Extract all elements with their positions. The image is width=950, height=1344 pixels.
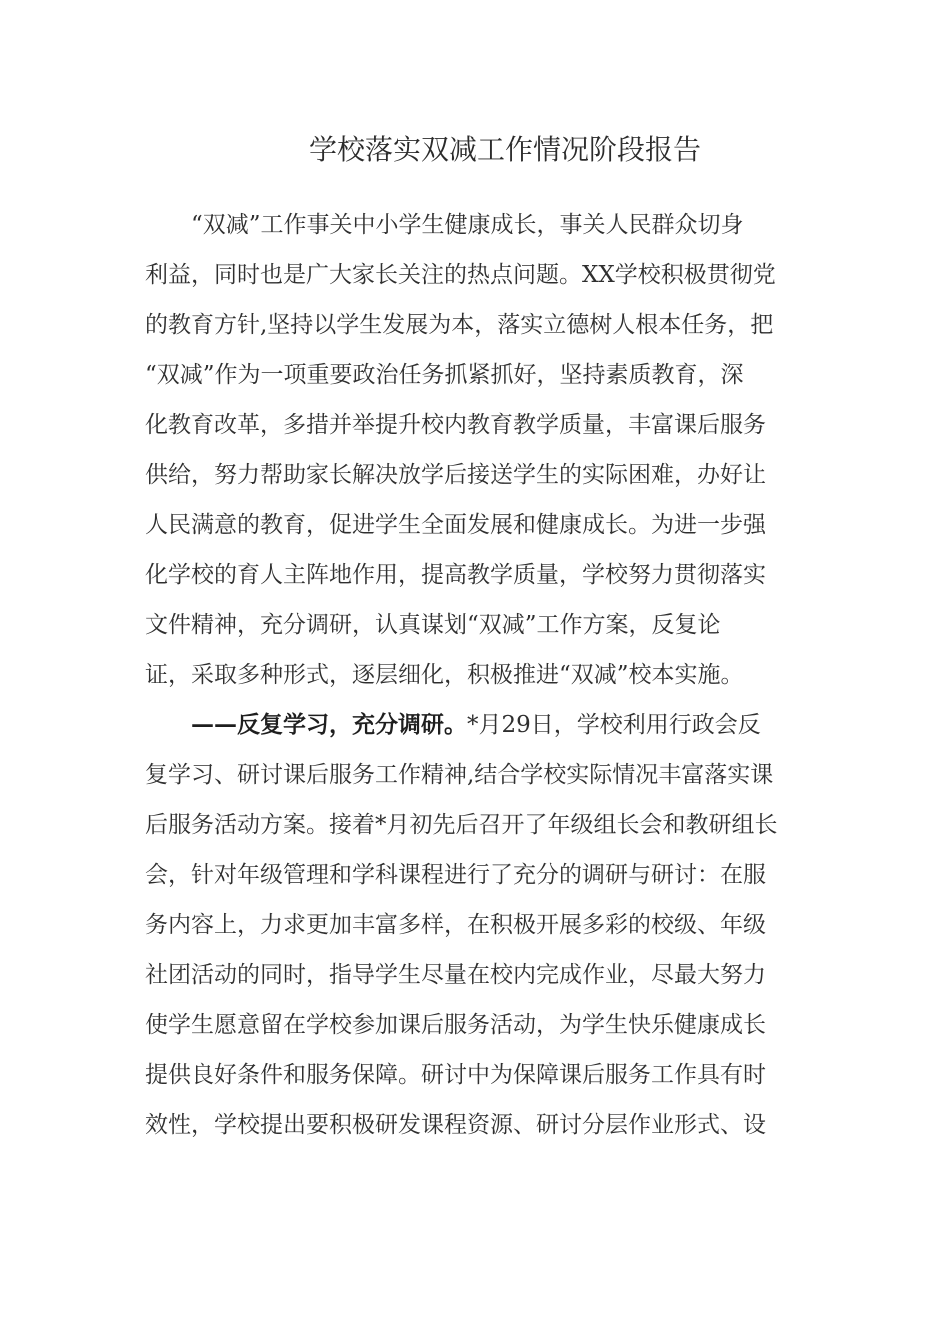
paragraph-line-rest: *月29日，学校利用行政会反 — [467, 712, 761, 738]
paragraph-line: 社团活动的同时，指导学生尽量在校内完成作业，尽最大努力 — [145, 962, 766, 988]
paragraph-line: 效性，学校提出要积极研发课程资源、研讨分层作业形式、设 — [145, 1112, 766, 1138]
paragraph-line: 文件精神，充分调研，认真谋划“双减”工作方案，反复论 — [145, 612, 721, 638]
section-heading: ——反复学习，充分调研。 — [191, 711, 467, 738]
paragraph-line: “双减”工作事关中小学生健康成长，事关人民群众切身 — [191, 212, 744, 238]
paragraph-line: “双减”作为一项重要政治任务抓紧抓好，坚持素质教育，深 — [145, 362, 744, 388]
paragraph-line: 证，采取多种形式，逐层细化，积极推进“双减”校本实施。 — [145, 662, 744, 688]
paragraph-line: 提供良好条件和服务保障。研讨中为保障课后服务工作具有时 — [145, 1062, 766, 1088]
paragraph-line: 后服务活动方案。接着*月初先后召开了年级组长会和教研组长 — [145, 812, 778, 838]
document-title: 学校落实双减工作情况阶段报告 — [308, 133, 701, 166]
paragraph-line: 务内容上，力求更加丰富多样，在积极开展多彩的校级、年级 — [145, 912, 766, 938]
paragraph-study-research — [145, 700, 805, 1150]
paragraph-line: 复学习、研讨课后服务工作精神,结合学校实际情况丰富落实课 — [145, 762, 774, 788]
paragraph-line: 会，针对年级管理和学科课程进行了充分的调研与研讨：在服 — [145, 862, 766, 888]
paragraph-line: 利益，同时也是广大家长关注的热点问题。XX学校积极贯彻党 — [145, 262, 776, 288]
paragraph-line: 化学校的育人主阵地作用，提高教学质量，学校努力贯彻落实 — [145, 562, 766, 588]
paragraph-first-line — [145, 700, 805, 750]
paragraph-intro — [145, 200, 805, 700]
paragraph-line: 化教育改革，多措并举提升校内教育教学质量，丰富课后服务 — [145, 412, 766, 438]
paragraph-line: 的教育方针,坚持以学生发展为本，落实立德树人根本任务，把 — [145, 312, 774, 338]
paragraph-line: 使学生愿意留在学校参加课后服务活动，为学生快乐健康成长 — [145, 1012, 766, 1038]
paragraph-line: 供给，努力帮助家长解决放学后接送学生的实际困难，办好让 — [145, 462, 766, 488]
paragraph-line: 人民满意的教育，促进学生全面发展和健康成长。为进一步强 — [145, 512, 766, 538]
